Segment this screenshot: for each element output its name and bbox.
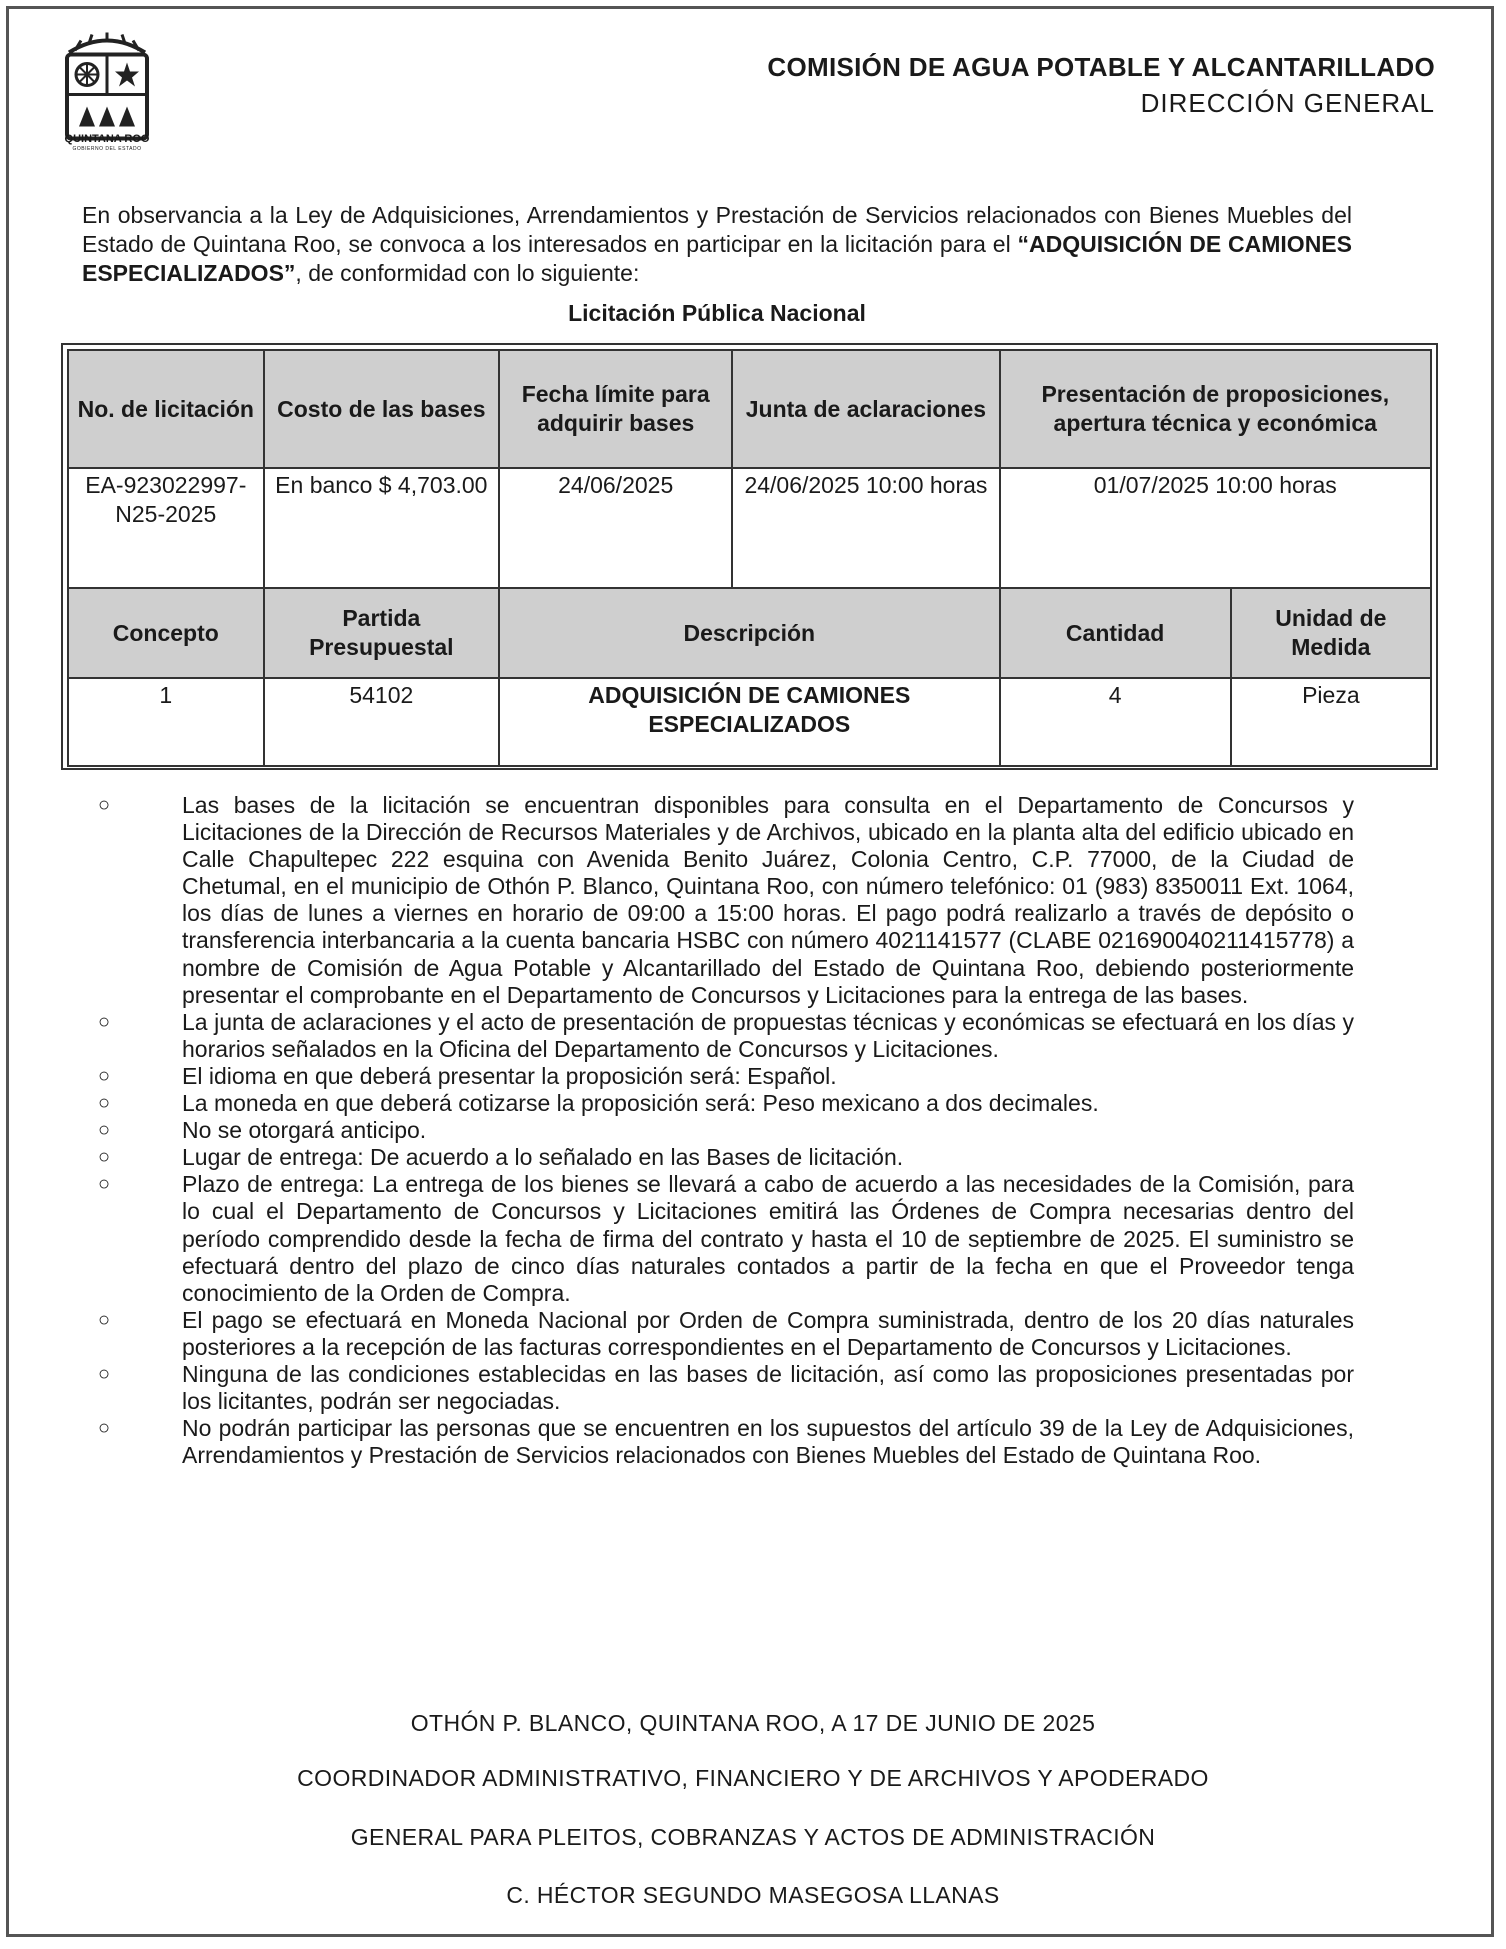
deadline-cell: 24/06/2025 [499,468,732,588]
place-date: OTHÓN P. BLANCO, QUINTANA ROO, A 17 DE JUNIO DE 2025 [410,1710,1096,1736]
tender-number-cell: EA-923022997-N25-2025 [68,468,264,588]
organization-name: COMISIÓN DE AGUA POTABLE Y ALCANTARILLADO [767,52,1435,82]
table2-header: Unidad de Medida [1231,588,1431,678]
list-item-text: El pago se efectuará en Moneda Nacional por Orden de Compra suministrada, dentro de los 20 días naturales posteriores a la recepción de las facturas correspondientes en el Departamento de Concursos y Licitaciones. [182,1306,1354,1360]
bullet-icon: ○ [98,1010,111,1033]
list-item [98,1144,1354,1171]
table1-header: No. de licitación [68,350,264,468]
table1-header: Fecha límite para adquirir bases [499,350,732,468]
table2-header: Concepto [68,588,264,678]
logo-name: QUINTANA ROO [64,133,150,145]
intro-highlight: “ADQUISICIÓN DE CAMIONES ESPECIALIZADOS” [82,231,1352,286]
unit-cell: Pieza [1231,678,1431,766]
list-item-text: El idioma en que deberá presentar la proposición será: Español. [182,1062,837,1089]
intro-paragraph [82,201,1352,288]
signer-name: C. HÉCTOR SEGUNDO MASEGOSA LLANAS [506,1882,1000,1908]
bullet-icon: ○ [98,794,111,816]
list-item-text: Plazo de entrega: La entrega de los bienes se llevará a cabo de acuerdo a las necesidades de la Comisión, para lo cual el Departamento de Concursos y Licitaciones emitirá las Órdenes de Compra necesarias dentro del período comprendido desde la fecha de firma del contrato y hasta el 10 de septiembre de 2025. El suministro se efectuará dentro del plazo de cinco días naturales contados a partir de la fecha en que el Proveedor tenga conocimiento de la Orden de Compra. [182,1171,1354,1306]
table2-header: Descripción [499,588,999,678]
list-item [98,1063,1354,1090]
budget-line-cell: 54102 [264,678,499,766]
concept-cell: 1 [68,678,264,766]
list-item [98,1171,1354,1306]
tender-table [67,349,1432,767]
list-item-text: No se otorgará anticipo. [182,1117,427,1144]
table2-header-row [68,588,1431,678]
list-item [98,1090,1354,1117]
bullet-icon: ○ [98,1417,111,1440]
list-item [98,1009,1354,1063]
table1-header: Junta de aclaraciones [732,350,999,468]
list-item-text: La moneda en que deberá cotizarse la proposición será: Peso mexicano a dos decimales. [182,1090,1099,1117]
conditions-list [98,792,1354,1469]
list-item-text: No podrán participar las personas que se encuentren en los supuestos del artículo 39 de la Ley de Adquisiciones, Arrendamientos y Prestación de Servicios relacionados con Bienes Muebles del Estado de Quintana Roo. [182,1415,1354,1469]
table2-header: Partida Presupuestal [264,588,499,678]
list-item-text: Las bases de la licitación se encuentran disponibles para consulta en el Departamento de Concursos y Licitaciones de la Dirección de Recursos Materiales y de Archivos, ubicado en la planta alta del edificio ubicado en Calle Chapultepec 222 esquina con Avenida Benito Juárez, Colonia Centro, C.P. 77000, de la Ciudad de Chetumal, en el municipio de Othón P. Blanco, Quintana Roo, con número telefónico: 01 (983) 8350011 Ext. 1064, los días de lunes a viernes en horario de 09:00 a 15:00 horas. El pago podrá realizarlo a través de depósito o transferencia interbancaria a la cuenta bancaria HSBC con número 4021141577 (CLABE 021690040211415778) a nombre de Comisión de Agua Potable y Alcantarillado del Estado de Quintana Roo, debiendo posteriormente presentar el comprobante en el Departamento de Concursos y Licitaciones para la entrega de las bases. [182,792,1354,1008]
header [55,22,1435,162]
list-item [98,1117,1354,1144]
bases-cost-cell: En banco $ 4,703.00 [264,468,499,588]
description-cell: ADQUISICIÓN DE CAMIONES ESPECIALIZADOS [499,678,999,766]
list-item [98,792,1354,1009]
list-item-text: La junta de aclaraciones y el acto de presentación de propuestas técnicas y económicas se efectuará en los días y horarios señalados en la Oficina del Departamento de Concursos y Licitaciones. [182,1008,1354,1062]
signer-title-line-2: GENERAL PARA PLEITOS, COBRANZAS Y ACTOS DE ADMINISTRACIÓN [350,1824,1156,1850]
bullet-icon: ○ [98,1173,111,1196]
signer-title-line-1: COORDINADOR ADMINISTRATIVO, FINANCIERO Y DE ARCHIVOS Y APODERADO [297,1765,1209,1791]
list-item [98,1415,1354,1469]
bullet-icon: ○ [98,1119,111,1142]
bullet-icon: ○ [98,1308,111,1331]
bullet-icon: ○ [98,1092,111,1115]
quantity-cell: 4 [1000,678,1231,766]
proposal-opening-cell: 01/07/2025 10:00 horas [1000,468,1431,588]
tender-type-title: Licitación Pública Nacional [568,300,866,326]
bullet-icon: ○ [98,1146,111,1169]
bullet-icon: ○ [98,1362,111,1385]
table2-header: Cantidad [1000,588,1231,678]
clarification-meeting-cell: 24/06/2025 10:00 horas [732,468,999,588]
list-item-text: Ninguna de las condiciones establecidas en las bases de licitación, así como las proposiciones presentadas por los licitantes, podrán ser negociadas. [182,1360,1354,1415]
table1-header: Presentación de proposiciones, apertura técnica y económica [1000,350,1431,468]
table2-row [68,678,1431,766]
logo-subtitle: GOBIERNO DEL ESTADO [72,146,142,152]
list-item [98,1307,1354,1361]
tender-tables [61,343,1438,770]
table1-header-row [68,350,1431,468]
intro-text-after: , de conformidad con lo siguiente: [295,260,640,286]
list-item [98,1361,1354,1415]
table1-header: Costo de las bases [264,350,499,468]
bullet-icon: ○ [98,1064,111,1087]
direction-name: DIRECCIÓN GENERAL [1140,88,1435,118]
list-item-text: Lugar de entrega: De acuerdo a lo señalado en las Bases de licitación. [182,1144,904,1171]
table1-row [68,468,1431,588]
intro-text-before: En observancia a la Ley de Adquisiciones, Arrendamientos y Prestación de Servicios relacionados con Bienes Muebles del Estado de Quintana Roo, se convoca a los interesados en participar en la licitación para el [82,202,1352,257]
